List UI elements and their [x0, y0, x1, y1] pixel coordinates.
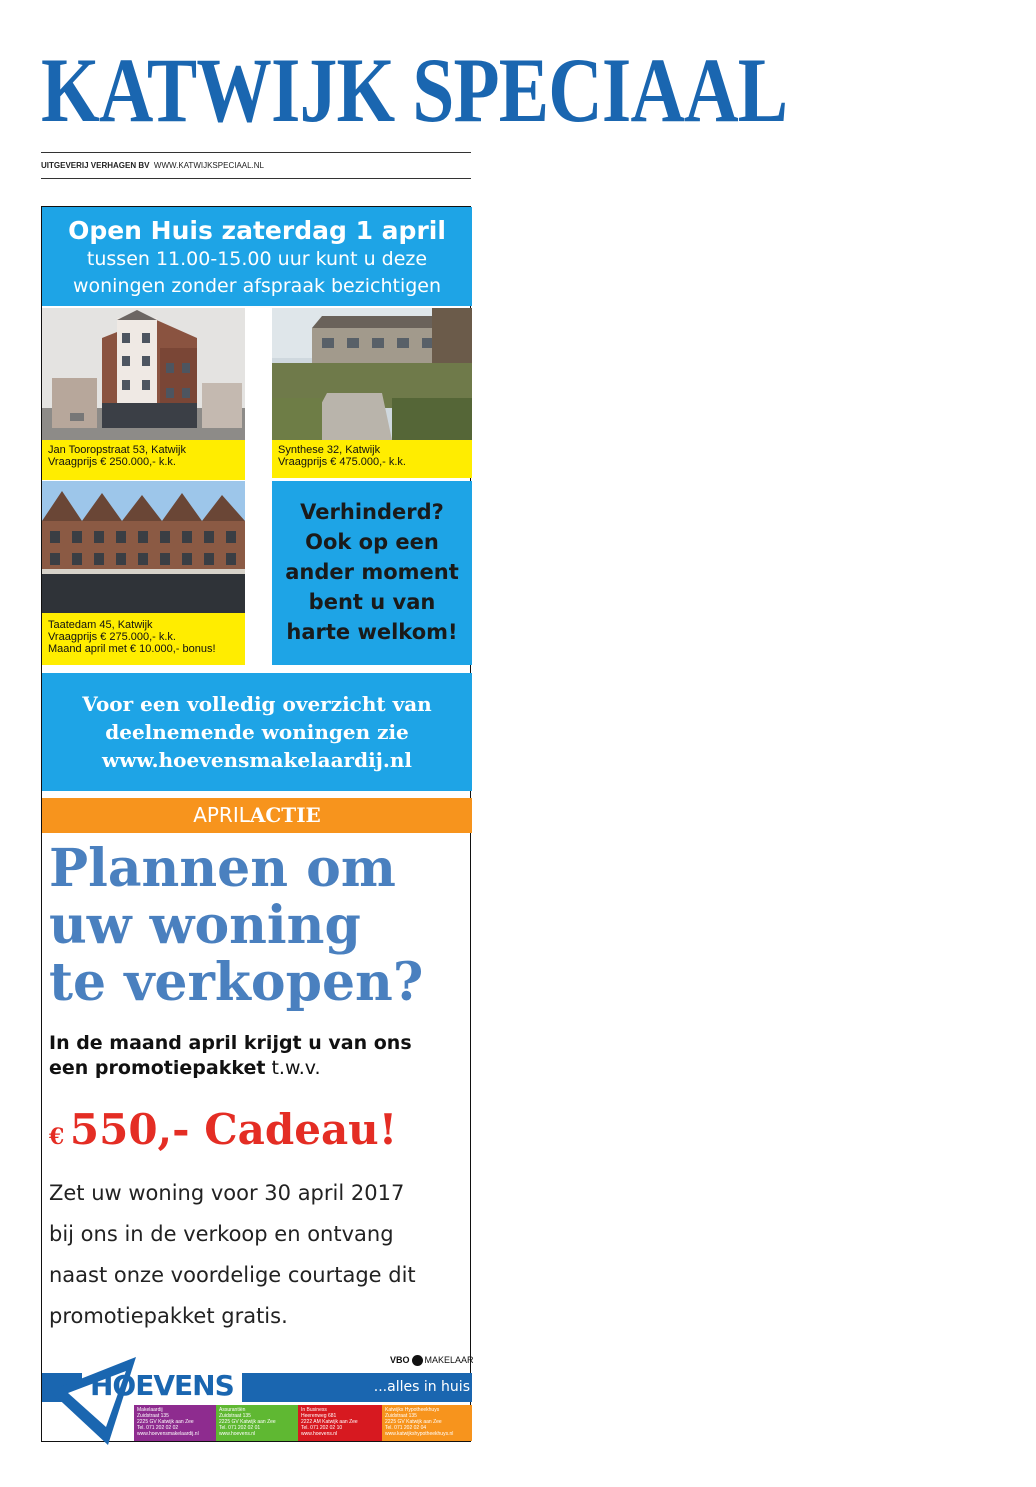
welcome-line: Ook op een: [305, 530, 439, 554]
office-makelaardij[interactable]: [134, 1405, 216, 1441]
publisher-name: UITGEVERIJ VERHAGEN BV: [41, 161, 150, 170]
office-phone: Tel. 071 202 02 10: [301, 1425, 343, 1431]
headline-line: te verkopen?: [49, 952, 424, 1013]
office-web: www.hoevensmakelaardij.nl: [137, 1431, 199, 1437]
open-house-title: Open Huis zaterdag 1 april: [68, 216, 446, 245]
promo-text: [49, 1031, 469, 1081]
vbo-label: VBO: [390, 1355, 410, 1365]
april-action-suffix: ACTIE: [249, 803, 321, 827]
office-street: Heerenweg 681: [301, 1413, 337, 1419]
listing-caption-3: [42, 613, 245, 665]
office-city: 2225 GV Katwijk aan Zee: [137, 1419, 194, 1425]
masthead-rule-bottom: [41, 178, 471, 179]
cadeau-offer: [49, 1105, 469, 1154]
listing-bonus: Maand april met € 10.000,- bonus!: [48, 643, 216, 655]
vbo-icon: [412, 1355, 423, 1366]
listing-photo-synthese[interactable]: [272, 308, 472, 440]
promo-tail: t.w.v.: [265, 1057, 321, 1079]
office-web: www.katwijkshypotheekhuys.nl: [385, 1431, 454, 1437]
office-phone: Tel. 071 202 02 02: [137, 1425, 179, 1431]
listing-address: Taatedam 45, Katwijk: [48, 619, 153, 631]
listing-address: Jan Tooropstraat 53, Katwijk: [48, 444, 186, 456]
office-phone: Tel. 071 202 02 01: [219, 1425, 261, 1431]
office-street: Zuidstraat 135: [219, 1413, 251, 1419]
headline-line: uw woning: [49, 895, 361, 956]
office-name: Makelaardij: [137, 1407, 163, 1413]
april-action-prefix: APRIL: [193, 803, 250, 827]
cadeau-amount: 550,- Cadeau!: [69, 1105, 398, 1154]
office-city: 2225 GV Katwijk aan Zee: [385, 1419, 442, 1425]
office-web: www.hoevens.nl: [219, 1431, 256, 1437]
office-web: www.hoevens.nl: [301, 1431, 338, 1437]
open-house-line-2: woningen zonder afspraak bezichtigen: [72, 275, 442, 297]
office-assurantien[interactable]: [216, 1405, 298, 1441]
office-street: Zuidstraat 135: [137, 1413, 169, 1419]
overview-panel: [42, 673, 472, 791]
office-name: Assurantiën: [219, 1407, 246, 1413]
overview-line: Voor een volledig overzicht van: [82, 692, 432, 716]
hoevens-brand: HOEVENS: [90, 1369, 234, 1402]
masthead: [41, 39, 788, 141]
office-in-business[interactable]: [298, 1405, 382, 1441]
body-text: [49, 1173, 469, 1337]
hoevens-advertisement: [41, 206, 474, 1442]
vbo-suffix: MAKELAAR: [424, 1355, 474, 1365]
listing-caption-1: [42, 440, 245, 480]
open-house-banner: [42, 207, 472, 306]
welcome-line: harte welkom!: [286, 620, 458, 644]
office-name: Katwijks Hypotheekhuys: [385, 1407, 440, 1413]
listing-price: Vraagprijs € 475.000,- k.k.: [278, 456, 406, 468]
publisher-line: [41, 161, 264, 170]
currency-symbol: €: [49, 1124, 65, 1150]
listing-address: Synthese 32, Katwijk: [278, 444, 381, 456]
vbo-makelaar-logo: [390, 1355, 474, 1366]
office-phone: Tel. 071 202 02 04: [385, 1425, 427, 1431]
tagline: ...alles in huis: [373, 1379, 470, 1395]
overview-website-link[interactable]: www.hoevensmakelaardij.nl: [101, 748, 413, 772]
listing-photo-taatedam[interactable]: [42, 481, 245, 613]
office-name: In Business: [301, 1407, 327, 1413]
body-line: Zet uw woning voor 30 april 2017: [49, 1181, 405, 1205]
office-hypotheekhuys[interactable]: [382, 1405, 472, 1441]
office-city: 2222 AM Katwijk aan Zee: [301, 1419, 358, 1425]
headline-line: Plannen om: [49, 838, 396, 899]
welcome-panel: [272, 481, 472, 665]
listing-caption-2: [272, 440, 472, 478]
office-city: 2225 GV Katwijk aan Zee: [219, 1419, 276, 1425]
body-line: bij ons in de verkoop en ontvang: [49, 1222, 394, 1246]
welcome-line: Verhinderd?: [300, 500, 444, 524]
open-house-line-1: tussen 11.00-15.00 uur kunt u deze: [86, 248, 428, 270]
body-line: naast onze voordelige courtage dit: [49, 1263, 416, 1287]
listing-price: Vraagprijs € 250.000,- k.k.: [48, 456, 176, 468]
newspaper-website[interactable]: WWW.KATWIJKSPECIAAL.NL: [153, 161, 265, 170]
welcome-line: bent u van: [308, 590, 436, 614]
office-street: Zuidstraat 135: [385, 1413, 417, 1419]
listing-price: Vraagprijs € 275.000,- k.k.: [48, 631, 176, 643]
promo-bold-line-2: een promotiepakket: [49, 1057, 266, 1079]
newspaper-title: KATWIJK SPECIAAL: [41, 39, 788, 141]
masthead-rule-top: [41, 152, 471, 153]
april-action-bar: [42, 798, 472, 833]
headline: [49, 840, 469, 1011]
listing-photo-jan-tooropstraat[interactable]: [42, 308, 245, 440]
welcome-line: ander moment: [285, 560, 459, 584]
overview-line: deelnemende woningen zie: [105, 720, 409, 744]
body-line: promotiepakket gratis.: [49, 1304, 288, 1328]
promo-bold-line-1: In de maand april krijgt u van ons: [49, 1032, 412, 1054]
